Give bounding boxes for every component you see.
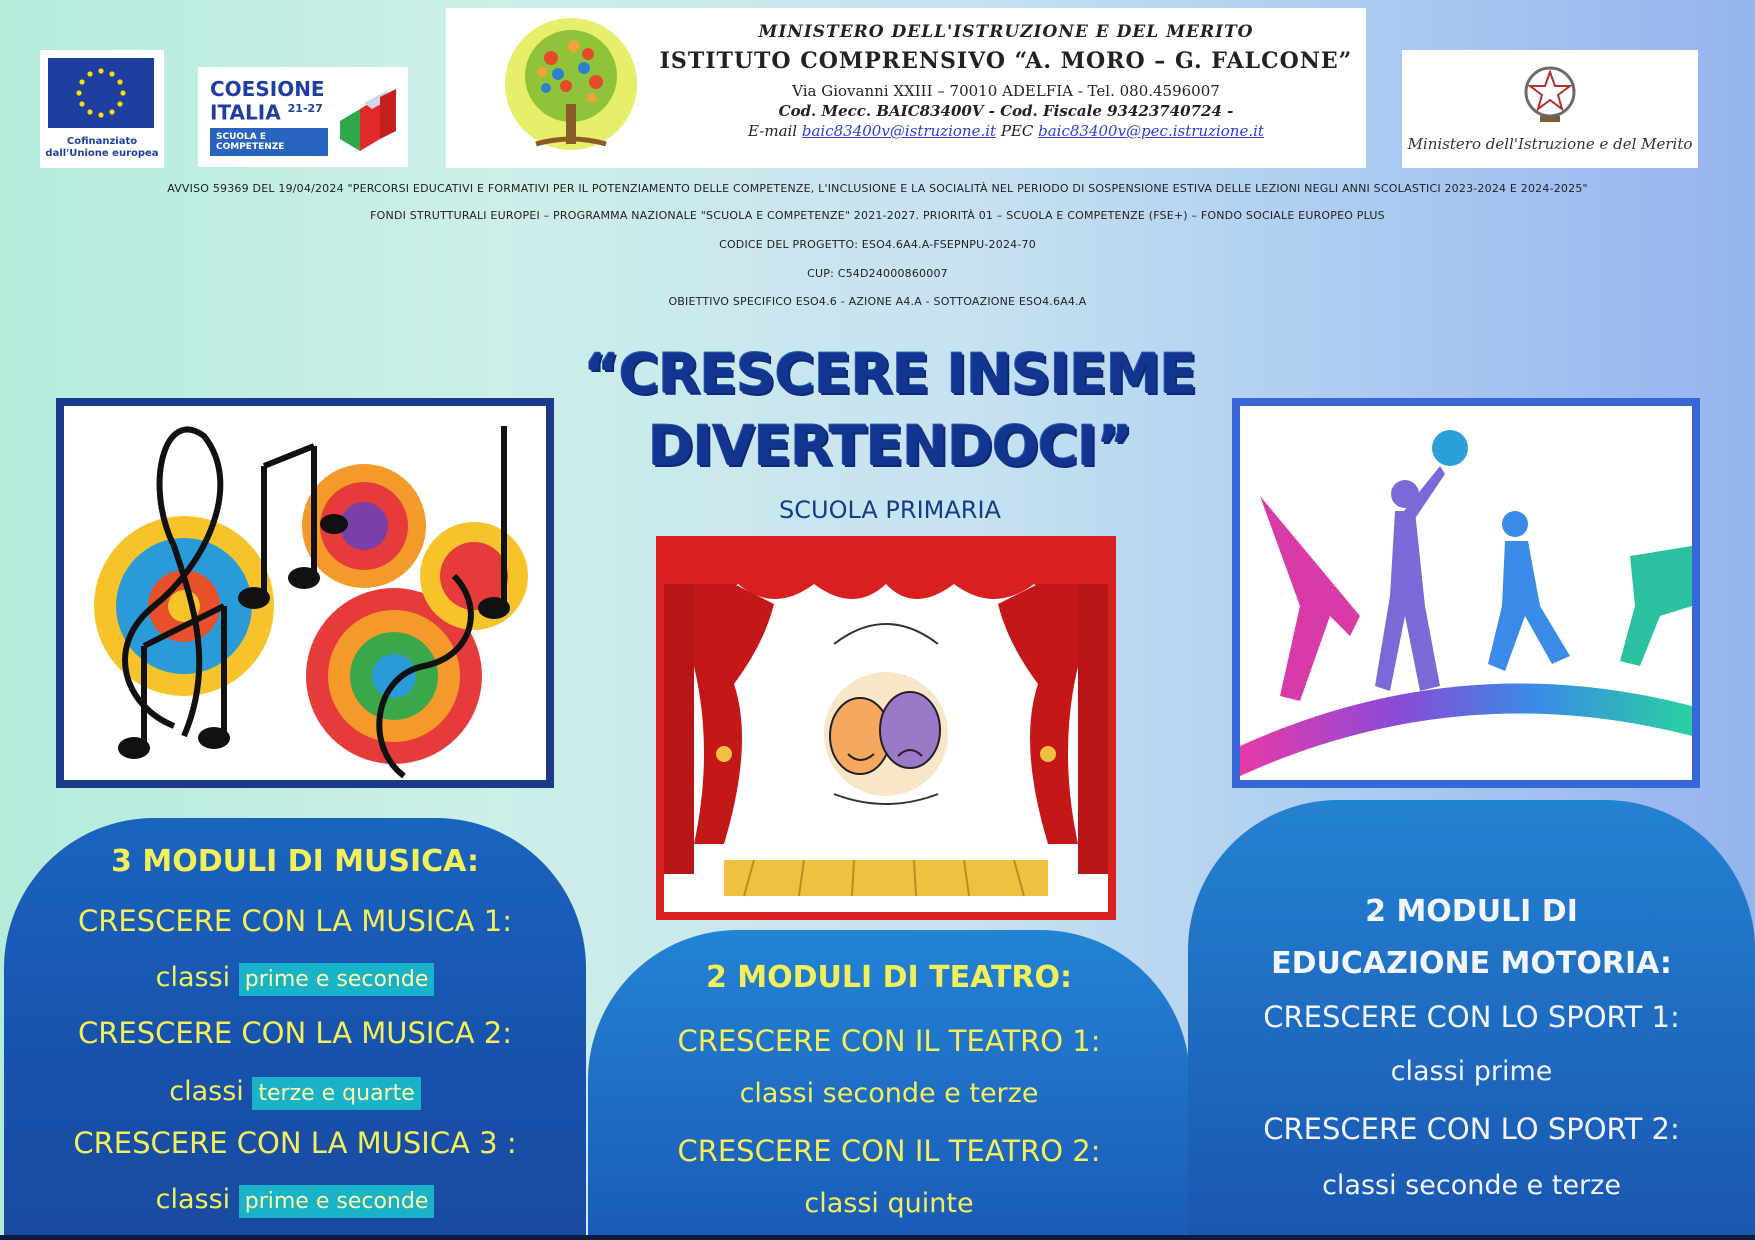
- theatre-illustration: [656, 536, 1116, 920]
- theatre-module-2: CRESCERE CON IL TEATRO 2:: [677, 1134, 1101, 1168]
- title-line-2: DIVERTENDOCI”: [648, 414, 1132, 478]
- page-subtitle: SCUOLA PRIMARIA: [779, 496, 1001, 524]
- music-illustration: [56, 398, 554, 788]
- music-module-3-classes: classi prime e seconde: [4, 1184, 586, 1215]
- ministry-caption: Ministero dell'Istruzione e del Merito: [1407, 135, 1693, 153]
- sport-module-1-classes: classi prime: [1390, 1056, 1553, 1087]
- ministry-heading: MINISTERO DELL'ISTRUZIONE E DEL MERITO: [758, 22, 1254, 42]
- theatre-heading: 2 MODULI DI TEATRO:: [705, 960, 1073, 995]
- sport-heading-1: 2 MODULI DI: [1365, 894, 1578, 929]
- theatre-modules-panel: [588, 930, 1190, 1240]
- music-module-1-classes: classi prime e seconde: [4, 962, 586, 993]
- notice-line-2: FONDI STRUTTURALI EUROPEI – PROGRAMMA NAZIONALE "SCUOLA E COMPETENZE" 2021-2027. PRIORITÀ 01 – SCUOLA E COMPETENZE (FSE+) – FONDO SOCIALE EUROPEO PLUS: [370, 209, 1385, 222]
- sport-silhouettes-icon: [1240, 406, 1692, 780]
- bottom-edge: [0, 1235, 1755, 1240]
- ministry-logo: [1402, 50, 1698, 168]
- project-code: CODICE DEL PROGETTO: ESO4.6A4.A-FSEPNPU-2024-70: [719, 238, 1036, 251]
- music-module-2-classes: classi terze e quarte: [4, 1076, 586, 1107]
- music-notes-icon: [64, 406, 546, 780]
- sport-module-2: CRESCERE CON LO SPORT 2:: [1263, 1112, 1680, 1146]
- coesione-logo: [198, 67, 408, 167]
- objective-line: OBIETTIVO SPECIFICO ESO4.6 - AZIONE A4.A - SOTTOAZIONE ESO4.6A4.A: [668, 295, 1087, 308]
- coesione-title: COESIONE: [210, 77, 325, 101]
- eu-flag-icon: [48, 58, 154, 128]
- sport-illustration: [1232, 398, 1700, 788]
- school-codes: Cod. Mecc. BAIC83400V - Cod. Fiscale 93423740724 -: [778, 102, 1234, 120]
- music-modules-panel: [4, 818, 586, 1240]
- school-header-text: [656, 22, 1356, 140]
- sport-module-1: CRESCERE CON LO SPORT 1:: [1263, 1000, 1680, 1034]
- sport-modules-panel: [1188, 800, 1755, 1240]
- music-module-1: CRESCERE CON LA MUSICA 1:: [78, 904, 512, 938]
- email-link[interactable]: baic83400v@istruzione.it: [801, 122, 997, 140]
- school-address: Via Giovanni XXIII – 70010 ADELFIA - Tel. 080.4596007: [792, 82, 1220, 100]
- cup-code: CUP: C54D24000860007: [807, 267, 948, 280]
- music-heading: 3 MODULI DI MUSICA:: [111, 844, 479, 879]
- notice-line-1: AVVISO 59369 DEL 19/04/2024 "PERCORSI EDUCATIVI E FORMATIVI PER IL POTENZIAMENTO DELLE COMPETENZE, L'INCLUSIONE E LA SOCIALITÀ NEL PERIODO DI SOSPENSIONE ESTIVA DELLE LEZIONI NEGLI ANNI SCOLASTICI 2023-2024 E 2024-2025": [167, 182, 1588, 195]
- school-tree-logo-icon: [496, 16, 646, 162]
- theatre-module-2-classes: classi quinte: [804, 1188, 974, 1219]
- sport-module-2-classes: classi seconde e terze: [1322, 1170, 1621, 1201]
- pec-link[interactable]: baic83400v@pec.istruzione.it: [1038, 122, 1264, 140]
- music-module-3: CRESCERE CON LA MUSICA 3 :: [73, 1126, 517, 1160]
- theatre-module-1-classes: classi seconde e terze: [739, 1078, 1039, 1109]
- coesione-badge: SCUOLA E COMPETENZE: [210, 128, 328, 156]
- coesione-mark-icon: [336, 81, 400, 157]
- school-header: [446, 8, 1366, 168]
- eu-caption: Cofinanziato dall'Unione europea: [45, 136, 159, 159]
- eu-logo: [40, 50, 164, 168]
- institute-name: ISTITUTO COMPRENSIVO “A. MORO – G. FALCONE”: [659, 48, 1353, 74]
- sport-heading-2: EDUCAZIONE MOTORIA:: [1271, 946, 1672, 981]
- school-email-line: E-mail baic83400v@istruzione.it PEC baic83400v@pec.istruzione.it: [748, 122, 1264, 140]
- page-title: [560, 338, 1220, 482]
- title-line-1: “CRESCERE INSIEME: [583, 342, 1197, 406]
- theatre-module-1: CRESCERE CON IL TEATRO 1:: [677, 1024, 1101, 1058]
- republic-emblem-icon: [1522, 58, 1578, 128]
- coesione-subtitle: ITALIA $^{21-27}$: [210, 100, 323, 125]
- theatre-stage-icon: [664, 544, 1108, 912]
- music-module-2: CRESCERE CON LA MUSICA 2:: [78, 1016, 512, 1050]
